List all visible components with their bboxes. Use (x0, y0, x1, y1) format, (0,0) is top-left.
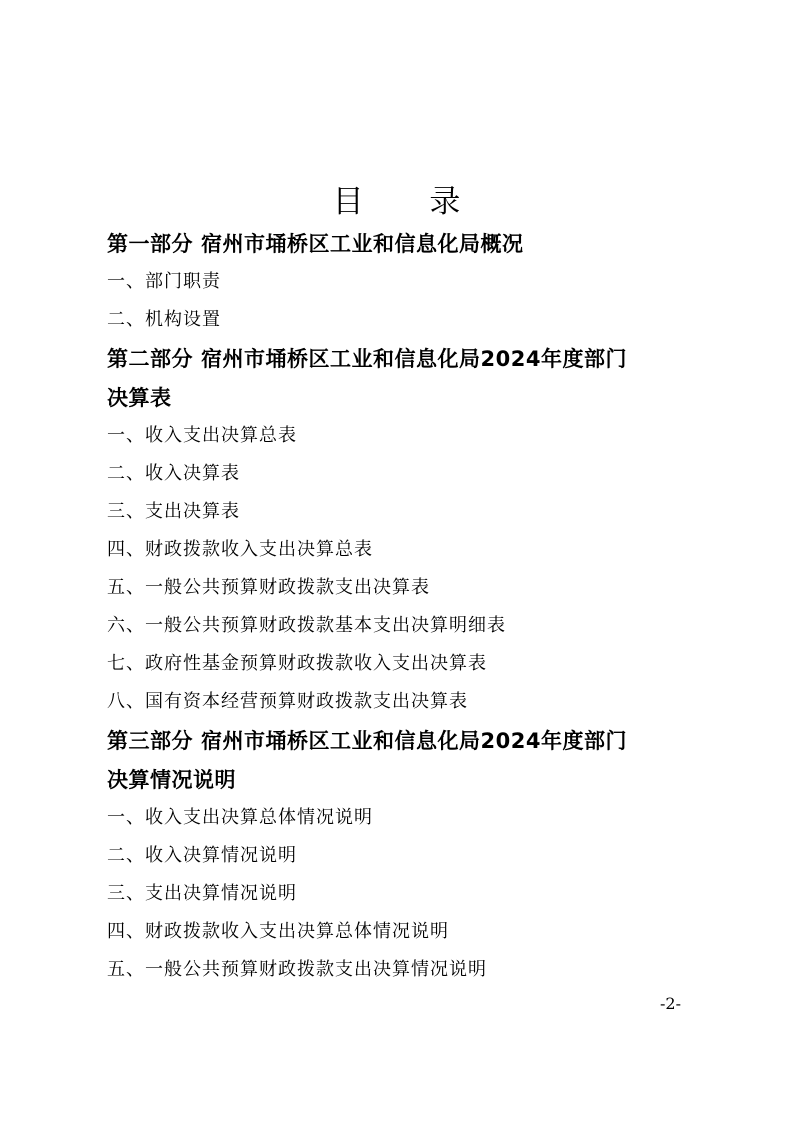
toc-item: 二、收入决算表 (107, 463, 240, 484)
part-label: 第一部分 (107, 232, 193, 256)
section-title-line-2: 决算情况说明 (107, 768, 236, 792)
toc-item: 一、部门职责 (107, 271, 221, 292)
toc-item: 五、一般公共预算财政拨款支出决算情况说明 (107, 959, 487, 980)
toc-item: 四、财政拨款收入支出决算总体情况说明 (107, 921, 449, 942)
toc-item: 四、财政拨款收入支出决算总表 (107, 539, 373, 560)
toc-item: 八、国有资本经营预算财政拨款支出决算表 (107, 691, 468, 712)
toc-title: 目 录 (332, 184, 489, 220)
part-label: 第二部分 (107, 347, 193, 371)
section-heading-part-2 (107, 339, 707, 378)
toc-item: 一、收入支出决算总表 (107, 425, 297, 446)
toc-section-part-3 (107, 721, 707, 989)
section-title-line-1: 宿州市埇桥区工业和信息化局概况 (201, 232, 524, 256)
section-heading-part-3 (107, 721, 707, 760)
toc-item: 一、收入支出决算总体情况说明 (107, 807, 373, 828)
toc-item: 三、支出决算情况说明 (107, 883, 297, 904)
toc-item: 五、一般公共预算财政拨款支出决算表 (107, 577, 430, 598)
toc-item: 二、收入决算情况说明 (107, 845, 297, 866)
toc-section-part-2 (107, 339, 707, 721)
toc-item: 三、支出决算表 (107, 501, 240, 522)
toc-item: 六、一般公共预算财政拨款基本支出决算明细表 (107, 615, 506, 636)
toc-item: 七、政府性基金预算财政拨款收入支出决算表 (107, 653, 487, 674)
section-title-line-2: 决算表 (107, 386, 172, 410)
toc-section-part-1 (107, 224, 707, 339)
section-heading-part-1 (107, 224, 707, 263)
section-title-line-1: 宿州市埇桥区工业和信息化局2024年度部门 (201, 729, 627, 753)
toc-item: 二、机构设置 (107, 309, 221, 330)
page-number: -2- (660, 994, 681, 1013)
section-title-line-1: 宿州市埇桥区工业和信息化局2024年度部门 (201, 347, 627, 371)
table-of-contents (107, 224, 707, 989)
part-label: 第三部分 (107, 729, 193, 753)
